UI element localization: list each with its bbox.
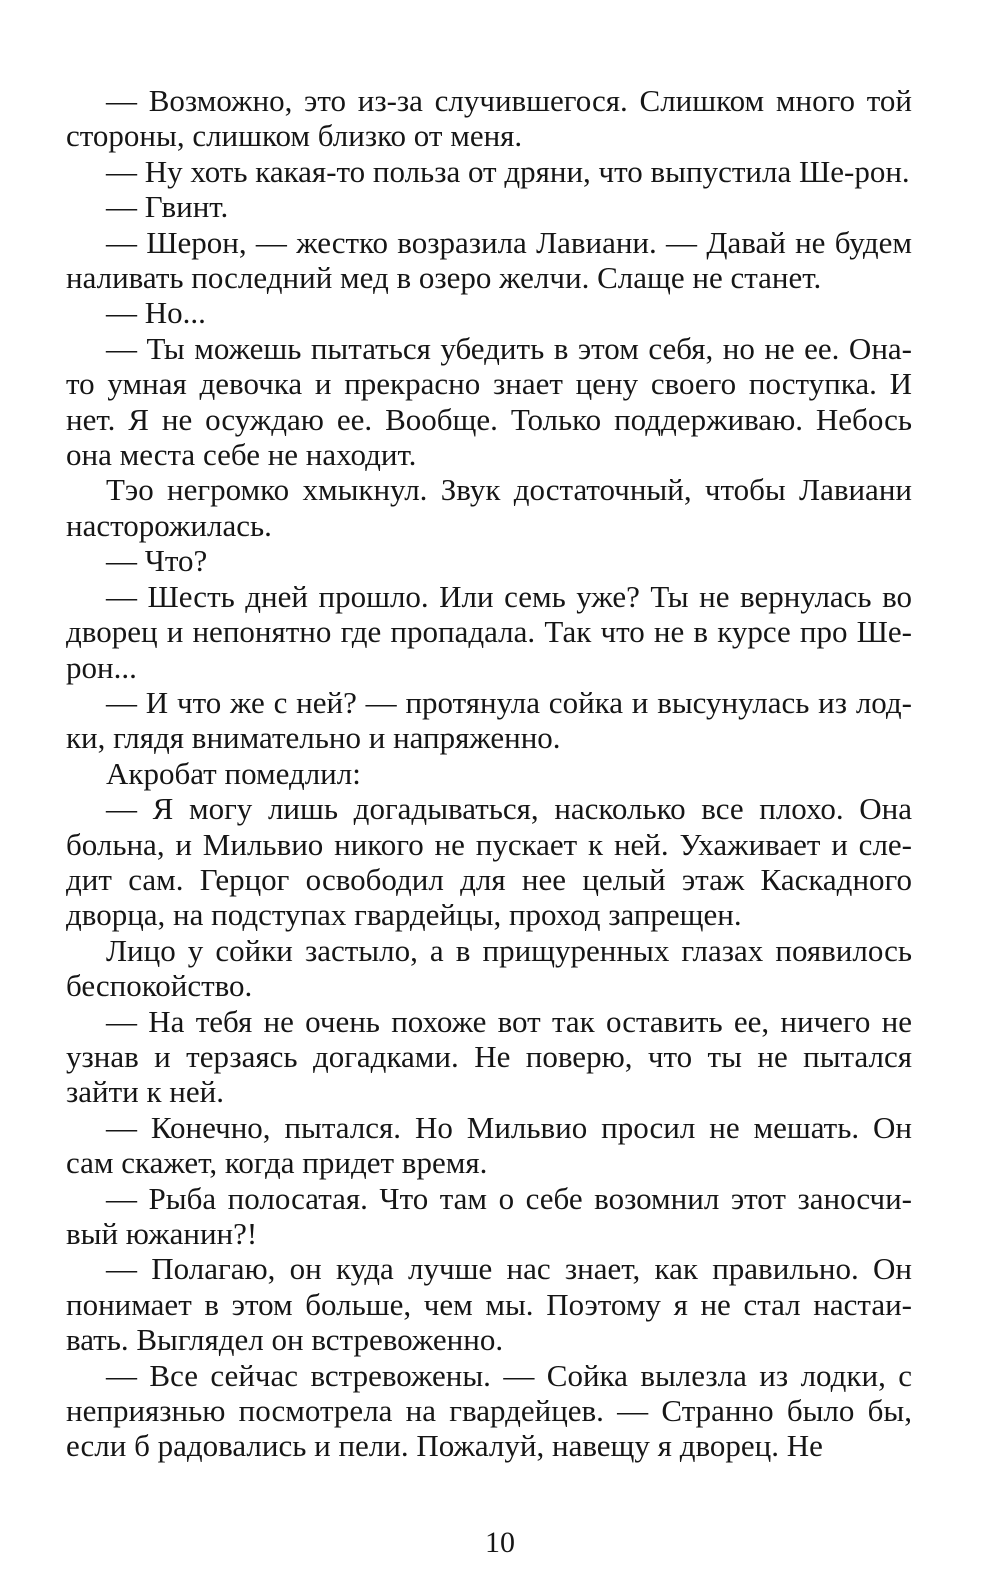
paragraph: — Гвинт. xyxy=(106,189,229,225)
paragraph: — На тебя не очень похоже вот так оставить ее, ничего не узнав и терзаясь догадками. Не поверю, что ты не пытался зайти к ней. xyxy=(66,1003,912,1110)
paragraph: Лицо у сойки застыло, а в прищуренных глазах появилось беспокойство. xyxy=(66,932,912,1004)
paragraph: — Полагаю, он куда лучше нас знает, как правильно. Он понимает в этом больше, чем мы. Поэтому я не стал настаи-вать. Выглядел он встревоженно. xyxy=(66,1251,912,1358)
paragraph: Тэо негромко хмыкнул. Звук достаточный, чтобы Лавиани насторожилась. xyxy=(66,472,912,543)
paragraph: — Возможно, это из-за случившегося. Слишком много той стороны, слишком близко от меня. xyxy=(66,83,912,154)
paragraph: — Но... xyxy=(106,295,206,331)
paragraph: — Шесть дней прошло. Или семь уже? Ты не вернулась во дворец и непонятно где пропадала. Так что не в курсе про Ше-рон... xyxy=(66,578,912,685)
paragraph: — Я могу лишь догадываться, насколько все плохо. Она больна, и Мильвио никого не пускает к ней. Ухаживает и сле-дит сам. Герцог освободил для нее целый этаж Каскадного дворца, на подступах гвардейцы, проход запрещен. xyxy=(66,791,912,933)
page-number: 10 xyxy=(485,1526,515,1559)
paragraph: — Ты можешь пытаться убедить в этом себя, но не ее. Она-то умная девочка и прекрасно знает цену своего поступка. И нет. Я не осуждаю ее. Вообще. Только поддерживаю. Небось она места себе не находит. xyxy=(66,330,912,473)
paragraph: — И что же с ней? — протянула сойка и высунулась из лод-ки, глядя внимательно и напряженно. xyxy=(66,684,912,756)
paragraph: — Конечно, пытался. Но Мильвио просил не мешать. Он сам скажет, когда придет время. xyxy=(66,1109,912,1181)
paragraph: — Ну хоть какая-то польза от дряни, что выпустила Ше-рон. xyxy=(106,153,910,189)
paragraph: — Шерон, — жестко возразила Лавиани. — Давай не будем наливать последний мед в озеро желчи. Слаще не станет. xyxy=(66,224,912,296)
paragraph: — Рыба полосатая. Что там о себе возомнил этот заносчи-вый южанин?! xyxy=(66,1180,912,1251)
paragraph: Акробат помедлил: xyxy=(106,755,361,791)
paragraph: — Все сейчас встревожены. — Сойка вылезла из лодки, с неприязнью посмотрела на гвардейцев. — Странно было бы, если б радовались и пели. Пожалуй, навещу я дворец. Не xyxy=(66,1357,912,1464)
page-text xyxy=(66,83,912,1464)
paragraph: — Что? xyxy=(106,543,208,579)
